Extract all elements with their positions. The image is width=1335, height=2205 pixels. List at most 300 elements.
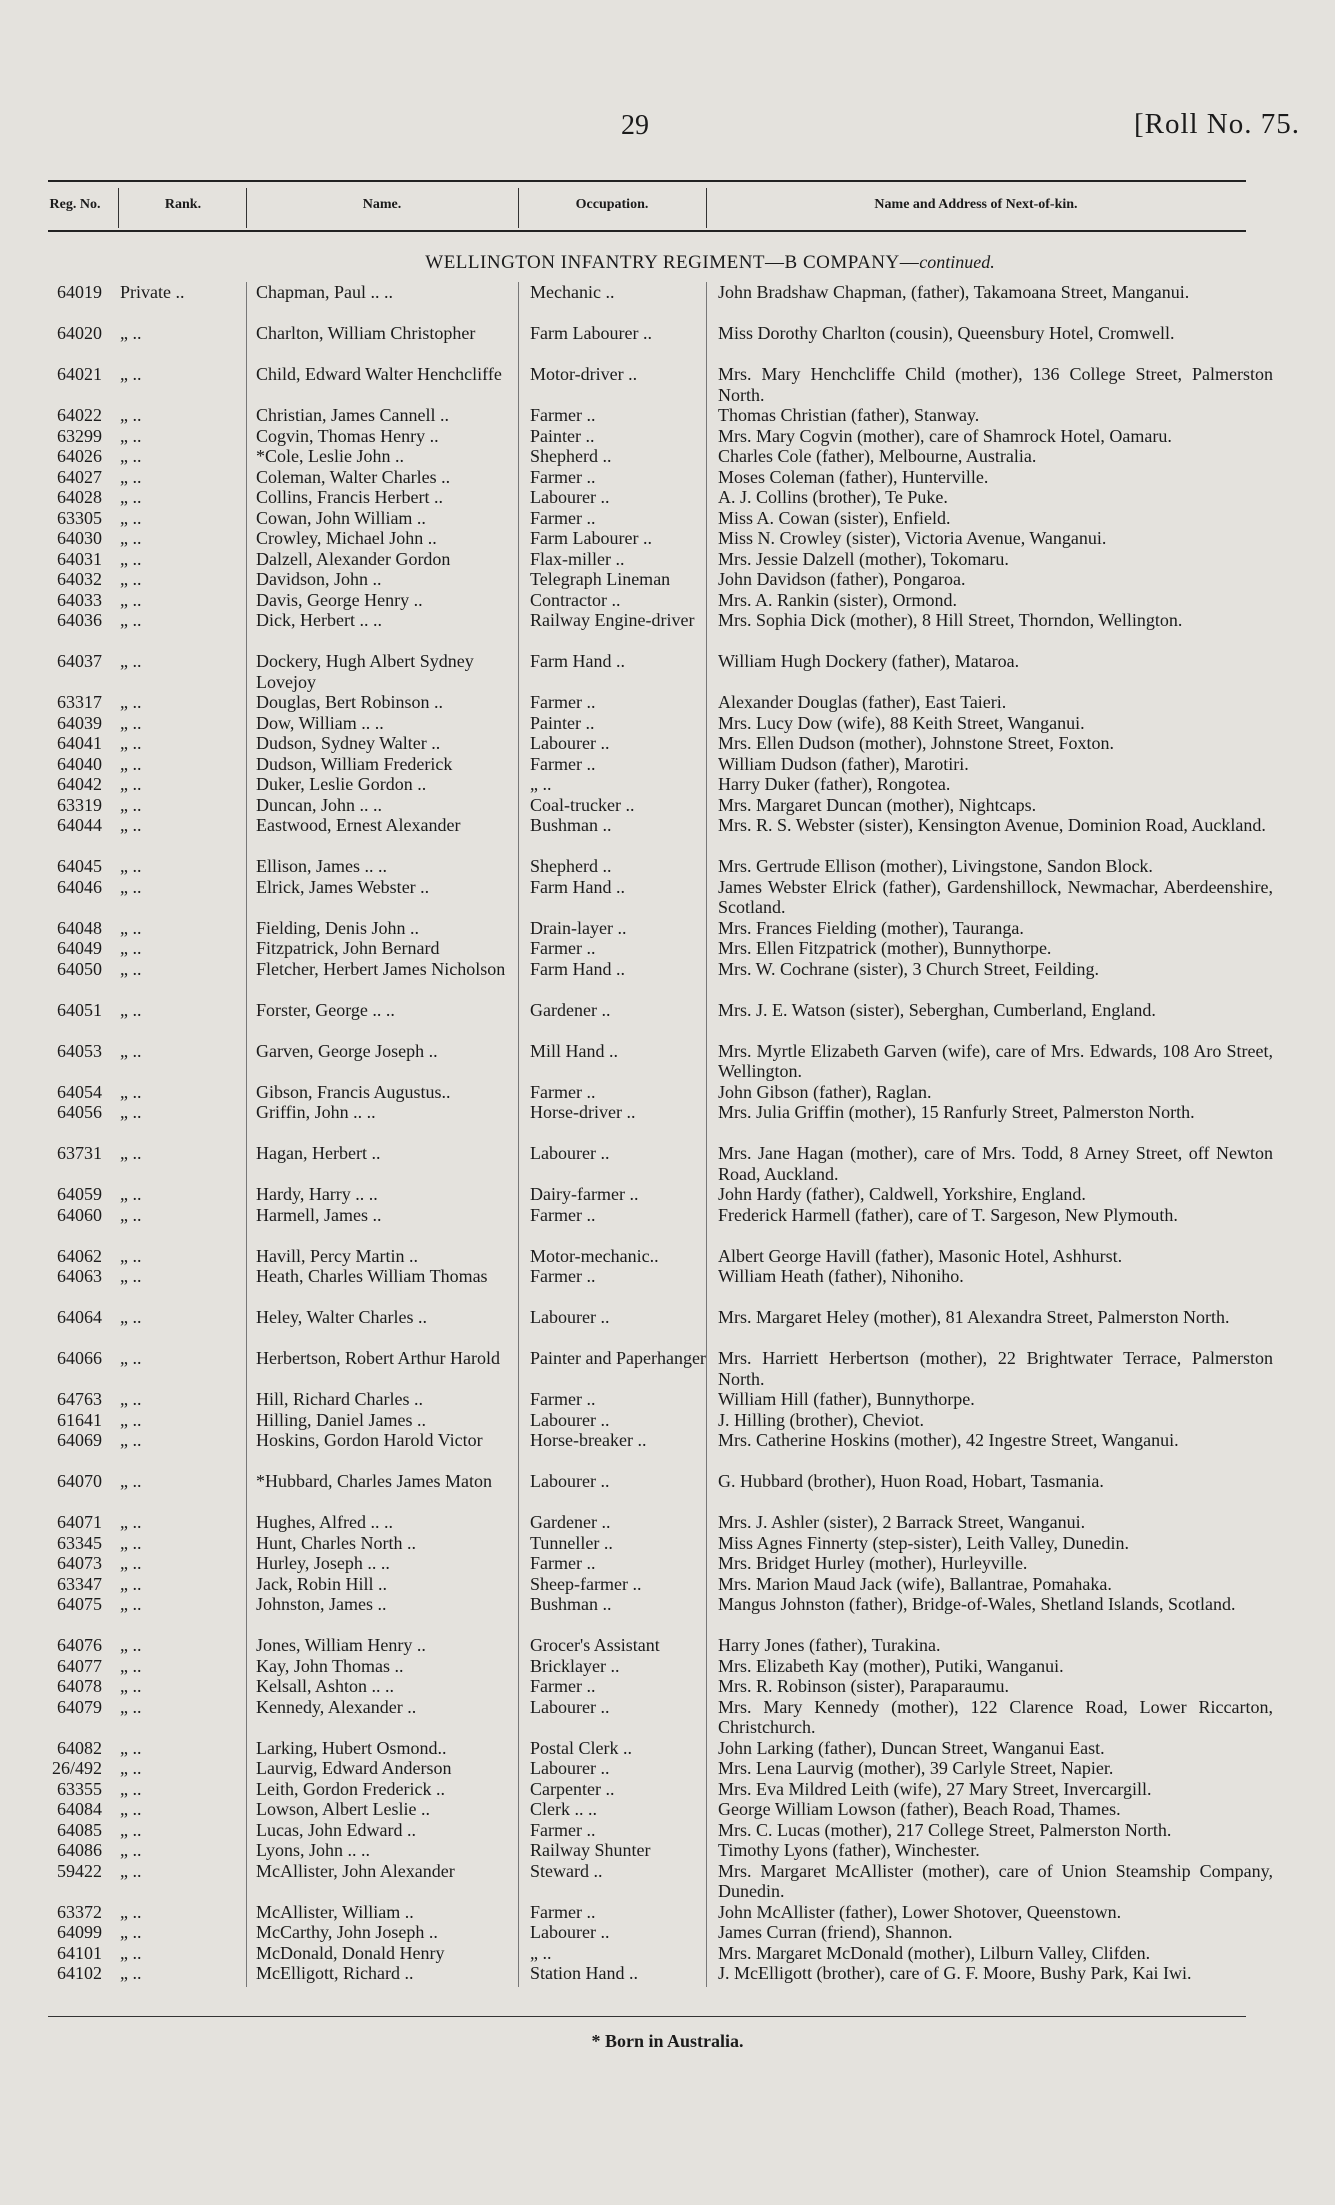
occupation: Carpenter .. [530,1778,615,1799]
occupation: Labourer .. [530,487,610,507]
occupation: Farmer .. [530,938,596,958]
reg-number: 63319 [57,794,102,815]
rank: „ .. [120,1901,142,1922]
table-row [0,1656,1335,1677]
soldier-name: *Cole, Leslie John .. [256,446,404,466]
soldier-name: Kay, John Thomas .. [256,1655,404,1676]
soldier-name: McAllister, William .. [256,1901,414,1922]
header-reg-no: Reg. No. [49,197,101,212]
table-row [0,1861,1335,1902]
occupation: Painter and Paperhanger [530,1348,706,1368]
table-row [0,1184,1335,1205]
reg-number: 64026 [57,446,102,466]
next-of-kin: Mrs. A. Rankin (sister), Ormond. [718,589,957,610]
next-of-kin: John Davidson (father), Pongaroa. [718,569,966,589]
next-of-kin: Mrs. Jane Hagan (mother), care of Mrs. Todd, 8 Arney Street, off Newton Road, Auckland. [718,1143,1273,1184]
rank: „ .. [120,548,142,569]
table-row [0,1430,1335,1471]
soldier-name: McElligott, Richard .. [256,1963,414,1983]
rank: „ .. [120,1266,142,1286]
table-row [0,1143,1335,1184]
table-row [0,1205,1335,1246]
rank: „ .. [120,528,142,548]
next-of-kin: John Hardy (father), Caldwell, Yorkshire, England. [718,1184,1086,1204]
rank: „ .. [120,1307,142,1327]
table-row [0,1041,1335,1082]
rank: „ .. [120,1348,142,1368]
occupation: Painter .. [530,425,595,446]
reg-number: 64101 [57,1942,102,1963]
rank: „ .. [120,1245,142,1266]
table-row [0,733,1335,754]
soldier-name: Fitzpatrick, John Bernard [256,938,440,958]
next-of-kin: Albert George Havill (father), Masonic Hotel, Ashhurst. [718,1245,1123,1266]
soldier-name: Jack, Robin Hill .. [256,1573,387,1594]
reg-number: 64044 [57,815,102,835]
rank: „ .. [120,364,142,384]
table-row [0,877,1335,918]
table-row [0,856,1335,877]
next-of-kin: J. McElligott (brother), care of G. F. Moore, Bushy Park, Kai Iwi. [718,1963,1192,1983]
soldier-name: Dow, William .. .. [256,712,384,733]
next-of-kin: Moses Coleman (father), Hunterville. [718,466,989,487]
occupation: Farmer .. [530,1553,596,1573]
occupation: Labourer .. [530,1758,610,1778]
soldier-name: Kennedy, Alexander .. [256,1696,417,1717]
table-row [0,959,1335,1000]
header-separator [118,188,119,228]
rank: „ .. [120,1553,142,1573]
rank: „ .. [120,1922,142,1942]
rank: „ .. [120,1635,142,1655]
table-row [0,1389,1335,1410]
next-of-kin: William Hill (father), Bunnythorpe. [718,1389,975,1409]
next-of-kin: Mrs. Eva Mildred Leith (wife), 27 Mary Street, Invercargill. [718,1778,1152,1799]
occupation: Grocer's Assistant [530,1635,660,1655]
next-of-kin: Alexander Douglas (father), East Taieri. [718,692,1007,712]
rank: „ .. [120,999,142,1020]
occupation: Clerk .. .. [530,1799,597,1819]
next-of-kin: Mrs. Margaret McDonald (mother), Lilburn Valley, Clifden. [718,1942,1151,1963]
table-row [0,467,1335,488]
occupation: Farm Hand .. [530,958,625,979]
soldier-name: Charlton, William Christopher [256,323,476,343]
reg-number: 63345 [57,1532,102,1553]
rank: „ .. [120,610,142,630]
reg-number: 64062 [57,1245,102,1266]
reg-number: 63317 [57,692,102,712]
table-row [0,938,1335,959]
soldier-name: Heley, Walter Charles .. [256,1307,427,1327]
reg-number: 64059 [57,1184,102,1204]
rank: „ .. [120,1942,142,1963]
next-of-kin: Mrs. Julia Griffin (mother), 15 Ranfurly Street, Palmerston North. [718,1102,1195,1122]
reg-number: 64078 [57,1676,102,1696]
rank: „ .. [120,1532,142,1553]
table-row [0,549,1335,570]
occupation: Horse-driver .. [530,1102,636,1122]
next-of-kin: Mrs. Mary Cogvin (mother), care of Shamrock Hotel, Oamaru. [718,425,1172,446]
reg-number: 64066 [57,1348,102,1368]
table-row [0,1676,1335,1697]
next-of-kin: Mrs. Marion Maud Jack (wife), Ballantrae, Pomahaka. [718,1573,1112,1594]
occupation: Shepherd .. [530,856,612,876]
occupation: Labourer .. [530,1307,610,1327]
soldier-name: Hunt, Charles North .. [256,1532,416,1553]
table-row [0,446,1335,467]
next-of-kin: Mrs. Sophia Dick (mother), 8 Hill Street, Thorndon, Wellington. [718,610,1183,630]
table-row [0,1902,1335,1923]
reg-number: 64076 [57,1635,102,1655]
next-of-kin: Mrs. Margaret McAllister (mother), care of Union Steamship Company, Dunedin. [718,1860,1273,1901]
table-row [0,774,1335,795]
soldier-name: Dudson, Sydney Walter .. [256,733,441,753]
reg-number: 63372 [57,1901,102,1922]
next-of-kin: James Webster Elrick (father), Gardenshillock, Newmachar, Aberdeenshire, Scotland. [718,876,1273,917]
rank: „ .. [120,1799,142,1819]
rank: „ .. [120,1471,142,1491]
next-of-kin: John Bradshaw Chapman, (father), Takamoana Street, Manganui. [718,282,1190,302]
soldier-name: Heath, Charles William Thomas [256,1266,488,1286]
reg-number: 64022 [57,405,102,425]
reg-number: 64030 [57,528,102,548]
table-row [0,918,1335,939]
reg-number: 64041 [57,733,102,753]
soldier-name: Ellison, James .. .. [256,856,387,876]
reg-number: 64075 [57,1594,102,1614]
rank: „ .. [120,1594,142,1614]
reg-number: 64763 [57,1389,102,1409]
table-row [0,426,1335,447]
reg-number: 64064 [57,1307,102,1327]
table-row [0,1963,1335,2004]
next-of-kin: Mrs. R. Robinson (sister), Paraparaumu. [718,1676,1009,1696]
soldier-name: Jones, William Henry .. [256,1635,426,1655]
reg-number: 64033 [57,589,102,610]
soldier-name: Eastwood, Ernest Alexander [256,815,461,835]
reg-number: 64086 [57,1840,102,1860]
reg-number: 64056 [57,1102,102,1122]
table-row [0,1799,1335,1820]
occupation: Tunneller .. [530,1532,613,1553]
occupation: Farmer .. [530,466,596,487]
rank: „ .. [120,1204,142,1225]
soldier-name: Griffin, John .. .. [256,1102,376,1122]
next-of-kin: Timothy Lyons (father), Winchester. [718,1840,980,1860]
next-of-kin: John McAllister (father), Lower Shotover, Queenstown. [718,1901,1122,1922]
next-of-kin: Mrs. Harriett Herbertson (mother), 22 Brightwater Terrace, Palmerston North. [718,1348,1273,1389]
occupation: Farmer .. [530,692,596,712]
soldier-name: Hagan, Herbert .. [256,1143,381,1163]
table-row [0,1922,1335,1943]
next-of-kin: George William Lowson (father), Beach Road, Thames. [718,1799,1121,1819]
rank: „ .. [120,1184,142,1204]
rank: „ .. [120,753,142,774]
occupation: Telegraph Lineman [530,569,671,589]
reg-number: 64073 [57,1553,102,1573]
soldier-name: Chapman, Paul .. .. [256,282,393,302]
reg-number: 64053 [57,1040,102,1061]
next-of-kin: Mrs. Bridget Hurley (mother), Hurleyville. [718,1553,1028,1573]
table-row [0,692,1335,713]
table-row [0,1574,1335,1595]
rank: „ .. [120,1963,142,1983]
soldier-name: Leith, Gordon Frederick .. [256,1778,445,1799]
rank: „ .. [120,405,142,425]
occupation: Mechanic .. [530,282,615,302]
table-row [0,795,1335,816]
occupation: Postal Clerk .. [530,1737,632,1758]
next-of-kin: Charles Cole (father), Melbourne, Australia. [718,446,1037,466]
rank: „ .. [120,1676,142,1696]
reg-number: 64020 [57,323,102,343]
soldier-name: Davis, George Henry .. [256,589,423,610]
occupation: Horse-breaker .. [530,1430,647,1450]
header-next-of-kin: Name and Address of Next-of-kin. [874,197,1078,212]
table-row [0,754,1335,775]
occupation: Farmer .. [530,1266,596,1286]
occupation: Farmer .. [530,507,596,528]
next-of-kin: John Larking (father), Duncan Street, Wanganui East. [718,1737,1105,1758]
occupation: Farmer .. [530,753,596,774]
next-of-kin: Mrs. W. Cochrane (sister), 3 Church Street, Feilding. [718,958,1099,979]
reg-number: 64042 [57,774,102,794]
next-of-kin: Miss A. Cowan (sister), Enfield. [718,507,951,528]
occupation: Labourer .. [530,1143,610,1163]
occupation: Railway Engine-driver [530,610,695,630]
table-row [0,1738,1335,1759]
page-number: 29 [621,110,649,141]
soldier-name: Dick, Herbert .. .. [256,610,382,630]
occupation: Railway Shunter [530,1840,651,1860]
next-of-kin: Mrs. Mary Henchcliffe Child (mother), 136 College Street, Palmerston North. [718,364,1273,405]
table-row [0,1635,1335,1656]
reg-number: 64084 [57,1799,102,1819]
table-row [0,1840,1335,1861]
table-row [0,1512,1335,1533]
next-of-kin: Mrs. Gertrude Ellison (mother), Livingstone, Sandon Block. [718,856,1153,876]
soldier-name: McAllister, John Alexander [256,1860,455,1881]
soldier-name: Duncan, John .. .. [256,794,382,815]
occupation: Farm Labourer .. [530,528,652,548]
rank: „ .. [120,466,142,487]
table-row [0,323,1335,364]
occupation: Farmer .. [530,1389,596,1409]
soldier-name: Laurvig, Edward Anderson [256,1758,452,1778]
table-row [0,1553,1335,1574]
next-of-kin: G. Hubbard (brother), Huon Road, Hobart, Tasmania. [718,1471,1104,1491]
soldier-name: Duker, Leslie Gordon .. [256,774,427,794]
rank: „ .. [120,1737,142,1758]
occupation: Farmer .. [530,1081,596,1102]
table-row [0,1594,1335,1635]
next-of-kin: Mrs. Ellen Fitzpatrick (mother), Bunnythorpe. [718,938,1052,958]
soldier-name: Lowson, Albert Leslie .. [256,1799,430,1819]
soldier-name: Johnston, James .. [256,1594,387,1614]
table-row [0,364,1335,405]
reg-number: 64054 [57,1081,102,1102]
occupation: Steward .. [530,1860,603,1881]
table-row [0,508,1335,529]
occupation: Farmer .. [530,405,596,425]
soldier-name: McDonald, Donald Henry [256,1942,445,1963]
soldier-name: Harmell, James .. [256,1204,382,1225]
next-of-kin: Mrs. J. Ashler (sister), 2 Barrack Street, Wanganui. [718,1512,1086,1532]
occupation: Mill Hand .. [530,1040,618,1061]
rank: „ .. [120,958,142,979]
soldier-name: Havill, Percy Martin .. [256,1245,418,1266]
table-row [0,1102,1335,1143]
rank: „ .. [120,1573,142,1594]
next-of-kin: Mrs. Lucy Dow (wife), 88 Keith Street, Wanganui. [718,712,1085,733]
rank: „ .. [120,1840,142,1860]
next-of-kin: Mangus Johnston (father), Bridge-of-Wales, Shetland Islands, Scotland. [718,1594,1236,1614]
soldier-name: Douglas, Bert Robinson .. [256,692,443,712]
occupation: Labourer .. [530,1922,610,1942]
reg-number: 63305 [57,507,102,528]
occupation: Farm Hand .. [530,876,625,897]
reg-number: 64032 [57,569,102,589]
table-row [0,1779,1335,1800]
occupation: „ .. [530,1942,552,1963]
occupation: Farmer .. [530,1901,596,1922]
occupation: Labourer .. [530,1409,610,1430]
reg-number: 26/492 [51,1758,102,1778]
next-of-kin: Harry Jones (father), Turakina. [718,1635,941,1655]
next-of-kin: James Curran (friend), Shannon. [718,1922,953,1942]
rank: „ .. [120,323,142,343]
table-row [0,1000,1335,1041]
rank: „ .. [120,938,142,958]
rank: „ .. [120,1409,142,1430]
next-of-kin: Harry Duker (father), Rongotea. [718,774,951,794]
soldier-name: Davidson, John .. [256,569,382,589]
soldier-name: Hill, Richard Charles .. [256,1389,423,1409]
rank: „ .. [120,1819,142,1840]
occupation: Coal-trucker .. [530,794,635,815]
next-of-kin: Miss Dorothy Charlton (cousin), Queensbury Hotel, Cromwell. [718,323,1175,343]
rank: „ .. [120,774,142,794]
table-row [0,713,1335,734]
rank: „ .. [120,1758,142,1778]
footer-rule [48,2016,1246,2017]
rank: „ .. [120,1389,142,1409]
soldier-name: Hurley, Joseph .. .. [256,1553,390,1573]
reg-number: 64069 [57,1430,102,1450]
rank: „ .. [120,569,142,589]
rank: „ .. [120,876,142,897]
header-bottom-rule [48,230,1246,232]
table-row [0,569,1335,590]
reg-number: 63355 [57,1778,102,1799]
soldier-name: Hughes, Alfred .. .. [256,1512,393,1532]
soldier-name: Elrick, James Webster .. [256,876,430,897]
occupation: Bricklayer .. [530,1655,620,1676]
next-of-kin: Mrs. Jessie Dalzell (mother), Tokomaru. [718,548,1009,569]
next-of-kin: Mrs. R. S. Webster (sister), Kensington Avenue, Dominion Road, Auckland. [718,815,1266,835]
reg-number: 64070 [57,1471,102,1491]
rank: „ .. [120,487,142,507]
occupation: Flax-miller .. [530,548,625,569]
reg-number: 64027 [57,466,102,487]
occupation: Dairy-farmer .. [530,1184,639,1204]
soldier-name: Hardy, Harry .. .. [256,1184,378,1204]
reg-number: 64079 [57,1696,102,1717]
soldier-name: Fielding, Denis John .. [256,917,420,938]
reg-number: 64051 [57,999,102,1020]
rank: „ .. [120,1143,142,1163]
reg-number: 64102 [57,1963,102,1983]
occupation: „ .. [530,774,552,794]
reg-number: 63731 [57,1143,102,1163]
rank: „ .. [120,507,142,528]
next-of-kin: Miss Agnes Finnerty (step-sister), Leith Valley, Dunedin. [718,1532,1129,1553]
rank: „ .. [120,651,142,671]
reg-number: 63347 [57,1573,102,1594]
table-row [0,815,1335,856]
occupation: Labourer .. [530,1696,610,1717]
rank: „ .. [120,1430,142,1450]
occupation: Farmer .. [530,1819,596,1840]
soldier-name: Dockery, Hugh Albert Sydney Lovejoy [256,651,474,692]
soldier-name: Child, Edward Walter Henchcliffe [256,364,502,384]
soldier-name: McCarthy, John Joseph .. [256,1922,438,1942]
occupation: Farmer .. [530,1204,596,1225]
reg-number: 64045 [57,856,102,876]
next-of-kin: Mrs. Elizabeth Kay (mother), Putiki, Wanganui. [718,1655,1064,1676]
table-row [0,1307,1335,1348]
occupation: Shepherd .. [530,446,612,466]
reg-number: 64028 [57,487,102,507]
next-of-kin: Mrs. Frances Fielding (mother), Tauranga. [718,917,1024,938]
soldier-name: Crowley, Michael John .. [256,528,437,548]
occupation: Gardener .. [530,1512,611,1532]
table-row [0,1697,1335,1738]
reg-number: 64019 [57,282,102,302]
rank: „ .. [120,794,142,815]
table-row [0,1410,1335,1431]
occupation: Gardener .. [530,999,611,1020]
soldier-name: Hoskins, Gordon Harold Victor [256,1430,483,1450]
soldier-name: Dalzell, Alexander Gordon [256,548,451,569]
reg-number: 64049 [57,938,102,958]
reg-number: 61641 [57,1409,102,1430]
next-of-kin: A. J. Collins (brother), Te Puke. [718,487,948,507]
soldier-name: Lyons, John .. .. [256,1840,371,1860]
next-of-kin: Miss N. Crowley (sister), Victoria Avenue, Wanganui. [718,528,1107,548]
table-row [0,1266,1335,1307]
rank: „ .. [120,446,142,466]
reg-number: 63299 [57,425,102,446]
section-title: WELLINGTON INFANTRY REGIMENT—B COMPANY—continued. [425,252,995,273]
next-of-kin: Mrs. Lena Laurvig (mother), 39 Carlyle Street, Napier. [718,1758,1114,1778]
rank: „ .. [120,1102,142,1122]
table-row [0,1943,1335,1964]
table-row [0,1533,1335,1554]
reg-number: 64040 [57,753,102,774]
next-of-kin: J. Hilling (brother), Cheviot. [718,1409,924,1430]
occupation: Bushman .. [530,1594,612,1614]
reg-number: 64048 [57,917,102,938]
table-row [0,487,1335,508]
reg-number: 64082 [57,1737,102,1758]
table-row [0,1348,1335,1389]
rank: „ .. [120,1778,142,1799]
table-row [0,405,1335,426]
table-row [0,1758,1335,1779]
soldier-name: Cowan, John William .. [256,507,426,528]
next-of-kin: William Hugh Dockery (father), Mataroa. [718,651,1020,671]
